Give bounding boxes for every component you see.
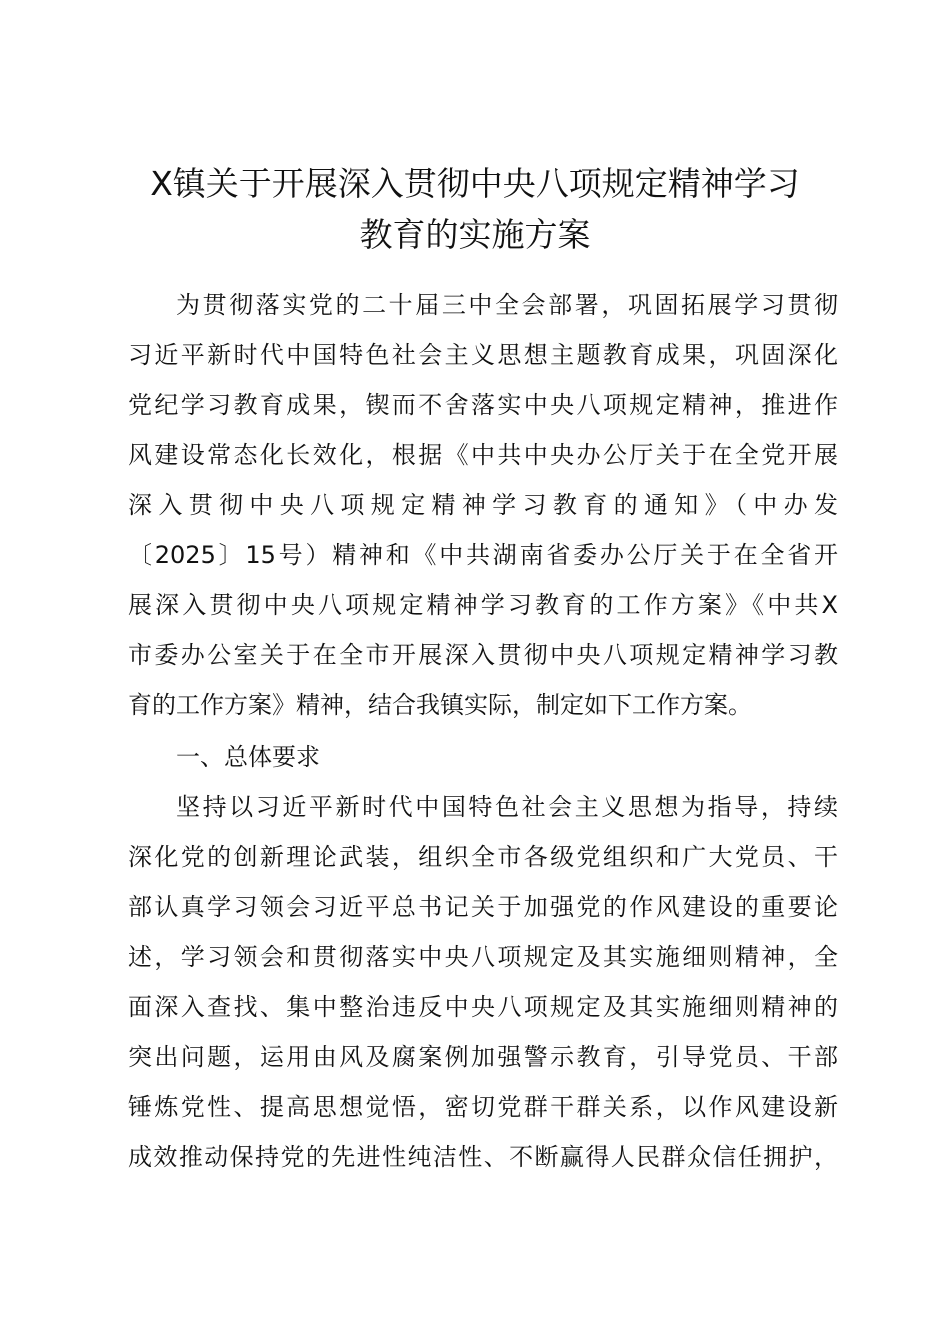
body-line-8: 成效推动保持党的先进性纯洁性、不断赢得人民群众信任拥护， [128, 1143, 838, 1171]
body-line-2: 深化党的创新理论武装，组织全市各级党组织和广大党员、干 [128, 843, 838, 871]
body-line-4: 述，学习领会和贯彻落实中央八项规定及其实施细则精神，全 [128, 943, 838, 971]
intro-line-5: 深入贯彻中央八项规定精神学习教育的通知》（中办发 [128, 491, 838, 519]
intro-line-2: 习近平新时代中国特色社会主义思想主题教育成果，巩固深化 [128, 341, 838, 369]
body-line-5: 面深入查找、集中整治违反中央八项规定及其实施细则精神的 [128, 993, 838, 1021]
body-line-1: 坚持以习近平新时代中国特色社会主义思想为指导，持续 [176, 793, 838, 821]
intro-line-9: 育的工作方案》精神，结合我镇实际，制定如下工作方案。 [128, 691, 752, 719]
section-heading: 一、总体要求 [176, 743, 320, 771]
intro-line-1: 为贯彻落实党的二十届三中全会部署，巩固拓展学习贯彻 [176, 291, 838, 319]
intro-line-3: 党纪学习教育成果，锲而不舍落实中央八项规定精神，推进作 [128, 391, 838, 419]
intro-line-7: 展深入贯彻中央八项规定精神学习教育的工作方案》《中共X [128, 591, 838, 619]
intro-line-8: 市委办公室关于在全市开展深入贯彻中央八项规定精神学习教 [128, 641, 838, 669]
body-line-3: 部认真学习领会习近平总书记关于加强党的作风建设的重要论 [128, 893, 838, 921]
intro-line-4: 风建设常态化长效化，根据《中共中央办公厅关于在全党开展 [128, 441, 838, 469]
body-line-7: 锤炼党性、提高思想觉悟，密切党群干群关系，以作风建设新 [128, 1093, 838, 1121]
body-line-6: 突出问题，运用由风及腐案例加强警示教育，引导党员、干部 [128, 1043, 838, 1071]
document-title-line-2: 教育的实施方案 [359, 215, 591, 254]
document-title-line-1: X镇关于开展深入贯彻中央八项规定精神学习 [150, 164, 800, 203]
intro-line-6: 〔2025〕15号）精神和《中共湖南省委办公厅关于在全省开 [128, 541, 838, 569]
